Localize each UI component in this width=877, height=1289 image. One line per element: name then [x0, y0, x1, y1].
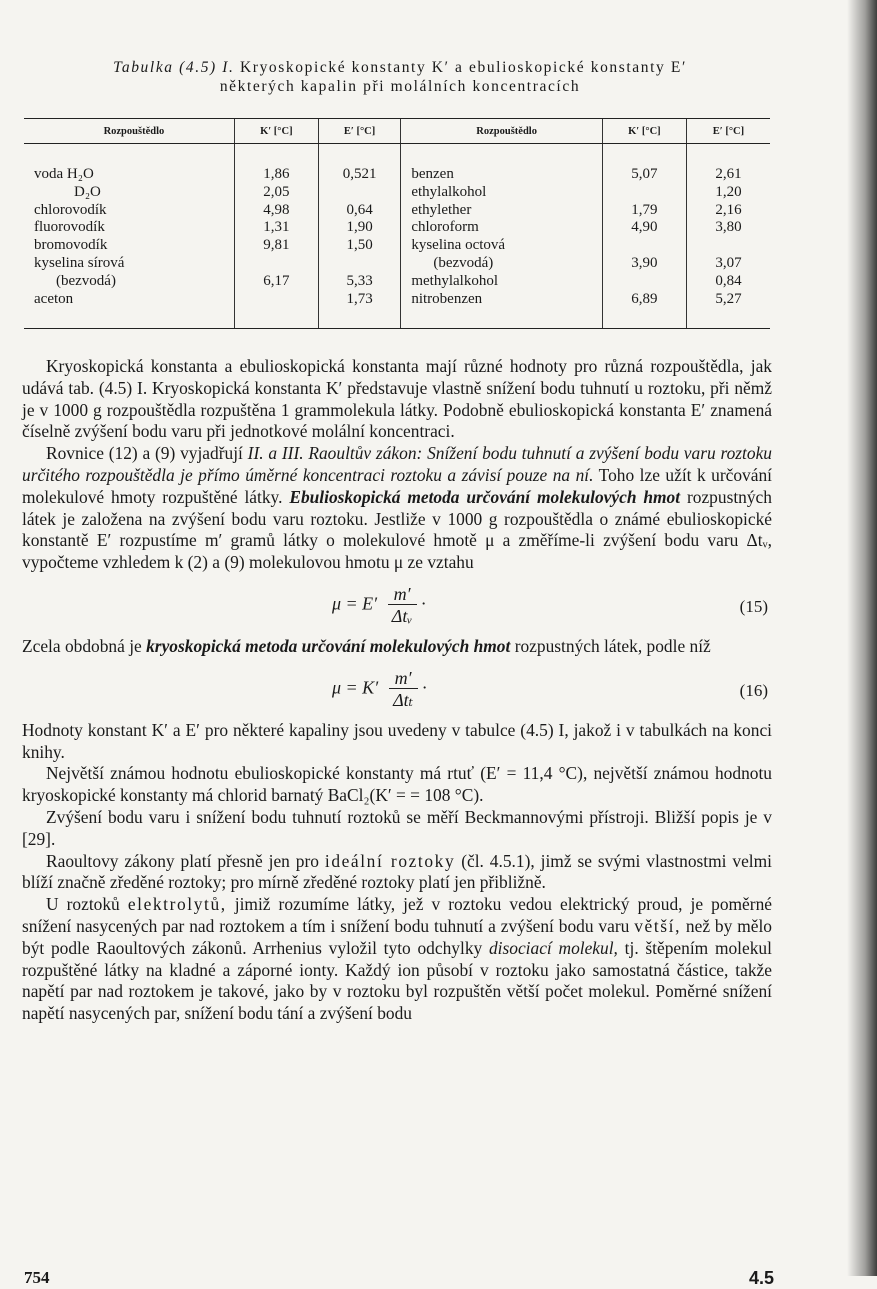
table-cell: 9,81	[263, 237, 290, 254]
table-cell: D₂O	[74, 183, 101, 200]
paragraph-8	[22, 894, 772, 1025]
cryoscopic-method-term: kryoskopická metoda určování molekulových hmot	[146, 635, 511, 656]
table-cell: 1,20	[715, 183, 742, 200]
table-cell: 1,73	[346, 290, 373, 307]
table-cell: 1,79	[631, 201, 658, 218]
table-cell: fluorovodík	[34, 219, 105, 236]
header-solvent-right: Rozpouštědlo	[401, 119, 603, 144]
table-cell: 1,31	[263, 219, 290, 236]
dissociation-term: disociací molekul,	[488, 937, 618, 958]
table-cell: nitrobenzen	[411, 290, 483, 307]
paragraph-3	[22, 636, 772, 658]
paragraph-2	[22, 443, 772, 574]
page-number: 754	[24, 1268, 50, 1287]
table-cell: 1,50	[346, 237, 373, 254]
p2-part-e: rozpustných látek je založena na zvýšení bodu varu roztoku. Jestliže v 1000 g rozpouštědla o známé ebulioskopické konstantě E′ rozpustíme m′ gramů látky o molekulové hmotě μ a změříme-li zvýšení bodu varu Δtᵥ, vypočteme vzhledem k (2) a (9) molekulovou hmotu μ ze vztahu	[22, 486, 772, 573]
left-e-column	[318, 144, 401, 329]
section-number: 4.5	[748, 1268, 774, 1288]
table-cell	[687, 237, 770, 255]
paragraph-1: Kryoskopická konstanta a ebulioskopická konstanta mají různé hodnoty pro různá rozpouštědla, jak udává tab. (4.5) I. Kryoskopická konstanta K′ představuje vlastně snížení bodu tuhnutí u roztoku, při němž je v 1000 g rozpouštědla rozpuštěna 1 grammolekula látky. Podobně ebulioskopická konstanta E′ znamená číselně zvýšení bodu varu při jednotkové molální koncentraci.	[22, 356, 772, 442]
header-e-right: E′ [°C]	[686, 119, 770, 144]
table-cell: (bezvodá)	[56, 272, 116, 289]
table-cell: 3,80	[715, 219, 742, 236]
table-cell: 6,89	[631, 290, 658, 307]
table-cell	[235, 291, 318, 309]
header-solvent-left: Rozpouštědlo	[24, 119, 234, 144]
right-solvent-column	[401, 144, 603, 329]
table-cell: 0,521	[342, 166, 377, 182]
formula-15-denominator: Δtᵥ	[391, 605, 413, 626]
table-caption	[28, 58, 772, 96]
table-cell	[603, 184, 686, 202]
table-cell: 6,17	[263, 272, 290, 289]
formula-15-number: (15)	[739, 596, 768, 616]
table-cell: 4,98	[263, 201, 290, 218]
ebullioscopic-method-term: Ebulioskopická metoda určování molekulových hmot	[289, 486, 681, 507]
table-cell: chlorovodík	[34, 201, 107, 218]
table-cell: 5,07	[631, 166, 658, 182]
table-cell: 1,90	[346, 219, 373, 236]
table-cell: ethylalkohol	[411, 183, 487, 200]
table-cell: 0,64	[346, 201, 373, 218]
p7-part-c: (čl. 4.5.1), jimž se svými vlastnostmi velmi blíží značně zředěné roztoky; pro mírně zředěné roztoky platí jen přibližně.	[22, 850, 772, 893]
table-cell: 3,07	[715, 254, 742, 271]
table-cell: kyselina sírová	[34, 254, 125, 271]
paragraph-6: Zvýšení bodu varu i snížení bodu tuhnutí roztoků se měří Beckmannovými přístroji. Bližší popis je v [29].	[22, 806, 772, 849]
table-cell: 2,61	[715, 166, 742, 182]
p8-part-g: tj. štěpením molekul rozpuštěné látky na kladné a záporné ionty. Každý ion působí v roztoku jako samostatná částice, takže napětí par nad roztokem je takové, jako by v roztoku byl rozpuštěn větší počet molekul. Poměrné snížení napětí nasycených par, snížení bodu tání a zvýšení bodu	[22, 937, 772, 1024]
body-text	[22, 356, 772, 1025]
ideal-solutions-term: ideální roztoky	[324, 850, 456, 871]
table-cell: 1,86	[263, 166, 290, 182]
caption-label: Tabulka (4.5) I.	[113, 59, 235, 76]
formula-15	[22, 574, 772, 636]
left-k-column	[234, 144, 318, 329]
p8-part-c: jimiž rozumíme látky, jež v roztoku vedou elektrický proud, je poměrné snížení nasycených par nad roztokem a tím i snížení bodu tuhnutí a zvýšení bodu varu	[22, 894, 772, 936]
formula-16-denominator: Δtₜ	[393, 689, 414, 710]
table-cell: (bezvodá)	[433, 254, 494, 271]
table-cell: 3,90	[631, 254, 658, 271]
table-cell: 5,27	[715, 290, 742, 307]
formula-16-lhs: μ = K′	[332, 677, 379, 698]
formula-16-numerator: m′	[389, 668, 418, 689]
table-cell: 2,05	[263, 183, 290, 200]
formula-15-lhs: μ = E′	[332, 593, 378, 614]
electrolytes-term: elektrolytů,	[127, 894, 227, 915]
table-cell: 4,90	[631, 219, 658, 236]
table-cell	[603, 237, 686, 255]
p8-part-e: než by mělo být podle Raoultových zákonů. Arrhenius vyložil tyto odchylky	[22, 915, 772, 958]
formula-16-number: (16)	[739, 680, 768, 700]
formula-15-expression: μ = E′ $\frac{m'}{\text{Δtᵥ}}$ ·	[332, 583, 426, 626]
table-cell: methylalkohol	[411, 272, 498, 289]
table-cell: benzen	[411, 166, 454, 182]
formula-16	[22, 658, 772, 720]
p3-part-c: rozpustných látek, podle níž	[514, 635, 711, 656]
constants-table	[24, 118, 770, 329]
header-e-left: E′ [°C]	[318, 119, 401, 144]
table-cell: aceton	[34, 290, 74, 307]
table-cell	[319, 184, 401, 202]
book-page	[22, 58, 774, 1288]
paragraph-4: Hodnoty konstant K′ a E′ pro některé kapaliny jsou uvedeny v tabulce (4.5) I, jakož i v tabulkách na konci knihy.	[22, 719, 772, 762]
table-cell: bromovodík	[34, 237, 108, 254]
table-header-row	[24, 119, 770, 144]
table-cell: ethylether	[411, 201, 472, 218]
caption-line2: některých kapalin při molálních koncentracích	[219, 78, 581, 95]
table-cell	[603, 273, 686, 291]
paragraph-7	[22, 851, 772, 895]
binding-shadow	[847, 0, 877, 1276]
formula-16-expression: μ = K′ $\frac{m'}{\text{Δtₜ}}$ ·	[332, 667, 427, 710]
p8-part-a: U roztoků	[46, 894, 120, 915]
formula-15-fraction	[388, 584, 417, 627]
table-body-row	[24, 144, 770, 329]
right-e-column	[686, 144, 770, 329]
left-solvent-column	[24, 144, 234, 329]
paragraph-5: Největší známou hodnotu ebulioskopické konstanty má rtuť (E′ = 11,4 °C), největší známou hodnotu kryoskopické konstanty má chlorid barnatý BaCl₂(K′ = = 108 °C).	[22, 763, 772, 806]
table-cell: 2,16	[715, 201, 742, 218]
greater-term: větší,	[634, 915, 682, 936]
header-k-right: K′ [°C]	[602, 119, 686, 144]
table-cell: chloroform	[411, 219, 479, 236]
raoult-law-statement: II. a III. Raoultův zákon: Snížení bodu tuhnutí a zvýšení bodu varu roztoku určitého rozpouštědla je přímo úměrné koncentraci roztoku a závisí pouze na ní.	[22, 443, 772, 485]
table-cell: 0,84	[715, 272, 742, 289]
table-cell	[319, 255, 401, 273]
caption-line1: Kryoskopické konstanty K′ a ebulioskopické konstanty E′	[240, 59, 687, 76]
p2-part-c: Toho lze užít k určování molekulové hmoty rozpuštěné látky.	[22, 464, 772, 507]
table-cell: kyselina octová	[411, 237, 506, 254]
table-cell: voda H₂O	[34, 166, 94, 182]
right-k-column	[602, 144, 686, 329]
p2-part-a: Rovnice (12) a (9) vyjadřují	[46, 443, 243, 464]
formula-15-numerator: m′	[388, 584, 417, 605]
header-k-left: K′ [°C]	[234, 119, 318, 144]
p3-part-a: Zcela obdobná je	[22, 635, 142, 656]
p7-part-a: Raoultovy zákony platí přesně jen pro	[46, 850, 319, 871]
table-cell	[235, 255, 318, 273]
table-cell: 5,33	[346, 272, 373, 289]
formula-16-fraction	[389, 668, 418, 711]
